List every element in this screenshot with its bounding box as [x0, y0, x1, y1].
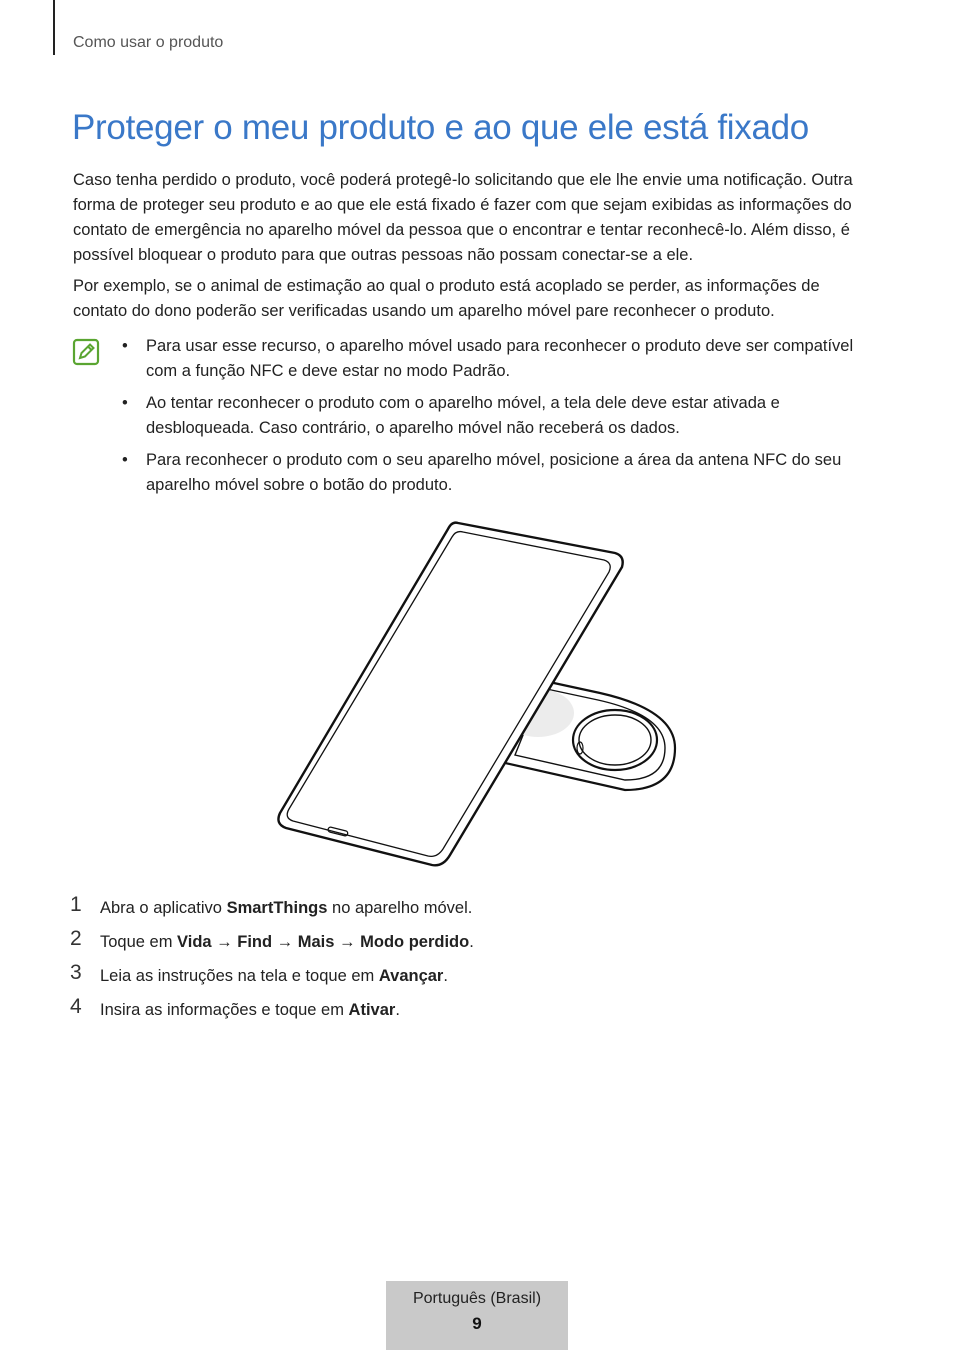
header-rule — [53, 0, 55, 55]
note-list — [122, 334, 867, 505]
steps-list — [70, 893, 870, 1032]
step-item: 2 Toque em Vida → Find → Mais → Modo perdido. — [70, 927, 474, 951]
example-paragraph: Por exemplo, se o animal de estimação ao qual o produto está acoplado se perder, as informações de contato do dono poderão ser verificadas usando um aparelho móvel pare reconhecer o produto. — [73, 277, 820, 320]
note-item: • Ao tentar reconhecer o produto com o aparelho móvel, a tela dele deve estar ativada e desbloqueada. Caso contrário, o aparelho móvel não receberá os dados. — [122, 394, 780, 437]
step-item: 1 Abra o aplicativo SmartThings no aparelho móvel. — [70, 893, 473, 917]
intro-paragraph: Caso tenha perdido o produto, você poderá protegê-lo solicitando que ele lhe envie uma notificação. Outra forma de proteger seu produto e ao que ele está fixado é fazer com que sejam exibidas as informações do contato de emergência no aparelho móvel da pessoa que o encontrar e tentar reconhecê-lo. Além disso, é possível bloquear o produto para que outras pessoas não possam conectar-se a ele. — [73, 171, 853, 264]
page-title: Proteger o meu produto e ao que ele está fixado — [72, 108, 809, 147]
section-label: Como usar o produto — [73, 34, 224, 51]
step-item: 3 Leia as instruções na tela e toque em Avançar. — [70, 961, 448, 985]
note-item: • Para usar esse recurso, o aparelho móvel usado para reconhecer o produto deve ser compatível com a função NFC e deve estar no modo Padrão. — [122, 337, 854, 380]
page-number: 9 — [472, 1314, 482, 1333]
phone-on-tag-illustration — [270, 515, 690, 880]
footer-language: Português (Brasil) — [412, 1290, 542, 1307]
note-pencil-icon — [72, 338, 100, 366]
note-item: • Para reconhecer o produto com o seu aparelho móvel, posicione a área da antena NFC do seu aparelho móvel sobre o botão do produto. — [122, 451, 842, 494]
step-item: 4 Insira as informações e toque em Ativar. — [70, 995, 400, 1019]
page-footer — [386, 1281, 568, 1350]
